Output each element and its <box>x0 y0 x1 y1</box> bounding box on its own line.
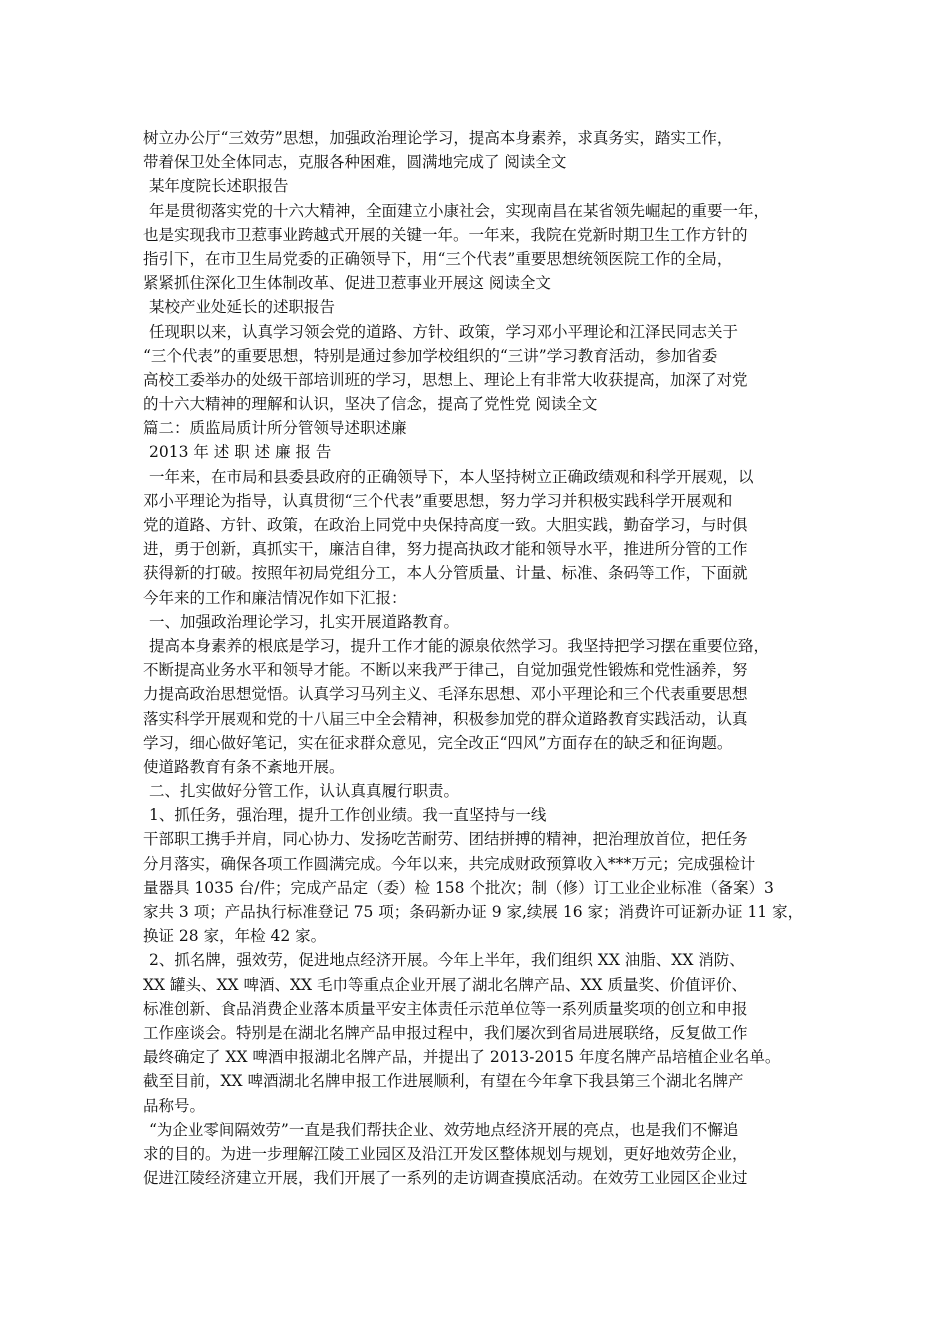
text-line: 力提高政治思想觉悟。认真学习马列主义、毛泽东思想、邓小平理论和三个代表重要思想 <box>143 685 748 704</box>
report-title: 2013 年 述 职 述 廉 报 告 <box>149 443 332 462</box>
text-line: 1、抓任务，强治理，提升工作创业绩。我一直坚持与一线 <box>149 806 547 825</box>
text-line: 最终确定了 XX 啤酒申报湖北名牌产品，并提出了 2013-2015 年度名牌产品培植企业名单。 <box>143 1048 781 1067</box>
text-line: 工作座谈会。特别是在湖北名牌产品申报过程中，我们屡次到省局进展联络，反复做工作 <box>143 1023 748 1042</box>
text-line: 换证 28 家，年检 42 家。 <box>143 927 327 946</box>
text-line: 任现职以来，认真学习领会党的道路、方针、政策，学习邓小平理论和江泽民同志关于 <box>149 322 739 341</box>
text-line: 高校工委举办的处级干部培训班的学习，思想上、理论上有非常大收获提高，加深了对党 <box>143 370 748 389</box>
text-line: 进，勇于创新，真抓实干，廉洁自律，努力提高执政才能和领导水平，推进所分管的工作 <box>143 540 748 559</box>
section-heading: 某年度院长述职报告 <box>149 177 289 196</box>
text-line: 2、抓名牌，强效劳，促进地点经济开展。今年上半年，我们组织 XX 油脂、XX 消防、 <box>149 951 745 970</box>
text-line: 不断提高业务水平和领导才能。不断以来我严于律己，自觉加强党性锻炼和党性涵养，努 <box>143 661 748 680</box>
text-line: 指引下，在市卫生局党委的正确领导下，用“三个代表”重要思想统领医院工作的全局， <box>143 249 733 268</box>
text-line: 一年来，在市局和县委县政府的正确领导下，本人坚持树立正确政绩观和科学开展观，以 <box>149 467 754 486</box>
text-line: 学习，细心做好笔记，实在征求群众意见，完全改正“四风”方面存在的缺乏和征询题。 <box>143 733 733 752</box>
text-line: 品称号。 <box>143 1096 206 1115</box>
text-line: 今年来的工作和廉洁情况作如下汇报： <box>143 588 407 607</box>
document-body <box>143 126 813 1190</box>
text-line: “为企业零间隔效劳”一直是我们帮扶企业、效劳地点经济开展的亮点，也是我们不懈追 <box>149 1120 739 1139</box>
text-line: 分月落实，确保各项工作圆满完成。今年以来，共完成财政预算收入***万元；完成强检计 <box>143 854 756 873</box>
text-line: 的十六大精神的理解和认识，坚决了信念，提高了党性党 阅读全文 <box>143 395 598 414</box>
text-line: 获得新的打破。按照年初局党组分工，本人分管质量、计量、标准、条码等工作，下面就 <box>143 564 748 583</box>
text-line: 促进江陵经济建立开展，我们开展了一系列的走访调查摸底活动。在效劳工业园区企业过 <box>143 1169 748 1188</box>
text-line: 干部职工携手并肩，同心协力、发扬吃苦耐劳、团结拼搏的精神，把治理放首位，把任务 <box>143 830 748 849</box>
text-line: 求的目的。为进一步理解江陵工业园区及沿江开发区整体规划与规划，更好地效劳企业， <box>143 1144 748 1163</box>
text-line: 落实科学开展观和党的十八届三中全会精神，积极参加党的群众道路教育实践活动，认真 <box>143 709 748 728</box>
section-heading: 二、扎实做好分管工作，认认真真履行职责。 <box>149 782 460 801</box>
text-line: 家共 3 项；产品执行标准登记 75 项；条码新办证 9 家,续展 16 家；消费许可证新办证 11 家， <box>143 903 804 921</box>
text-line: “三个代表”的重要思想，特别是通过参加学校组织的“三讲”学习教育活动，参加省委 <box>143 346 718 365</box>
text-line: 标准创新、食品消费企业落本质量平安主体责任示范单位等一系列质量奖项的创立和申报 <box>143 999 748 1018</box>
text-line: 紧紧抓住深化卫生体制改革、促进卫惹事业开展这 阅读全文 <box>143 274 551 293</box>
text-line: 邓小平理论为指导，认真贯彻“三个代表”重要思想，努力学习并积极实践科学开展观和 <box>143 491 733 510</box>
text-line: 截至目前，XX 啤酒湖北名牌申报工作进展顺利，有望在今年拿下我县第三个湖北名牌产 <box>143 1072 744 1091</box>
text-line: 量器具 1035 台/件；完成产品定（委）检 158 个批次；制（修）订工业企业标准（备案）3 <box>143 878 774 897</box>
text-line: 也是实现我市卫惹事业跨越式开展的关键一年。一年来，我院在党新时期卫生工作方针的 <box>143 225 748 244</box>
text-line: XX 罐头、XX 啤酒、XX 毛巾等重点企业开展了湖北名牌产品、XX 质量奖、价值评价、 <box>143 975 747 994</box>
section-heading: 一、加强政治理论学习，扎实开展道路教育。 <box>149 612 460 631</box>
text-line: 提高本身素养的根底是学习，提升工作才能的源泉依然学习。我坚持把学习摆在重要位臵， <box>149 636 770 655</box>
chapter-heading: 篇二：质监局质计所分管领导述职述廉 <box>143 419 407 438</box>
section-heading: 某校产业处延长的述职报告 <box>149 298 336 317</box>
text-line: 党的道路、方针、政策，在政治上同党中央保持高度一致。大胆实践，勤奋学习，与时俱 <box>143 516 748 534</box>
text-line: 树立办公厅“三效劳”思想，加强政治理论学习，提高本身素养，求真务实，踏实工作， <box>143 129 733 147</box>
text-line: 使道路教育有条不紊地开展。 <box>143 757 345 776</box>
text-line: 带着保卫处全体同志，克服各种困难，圆满地完成了 阅读全文 <box>143 153 567 172</box>
text-line: 年是贯彻落实党的十六大精神，全面建立小康社会，实现南昌在某省领先崛起的重要一年， <box>149 201 770 220</box>
